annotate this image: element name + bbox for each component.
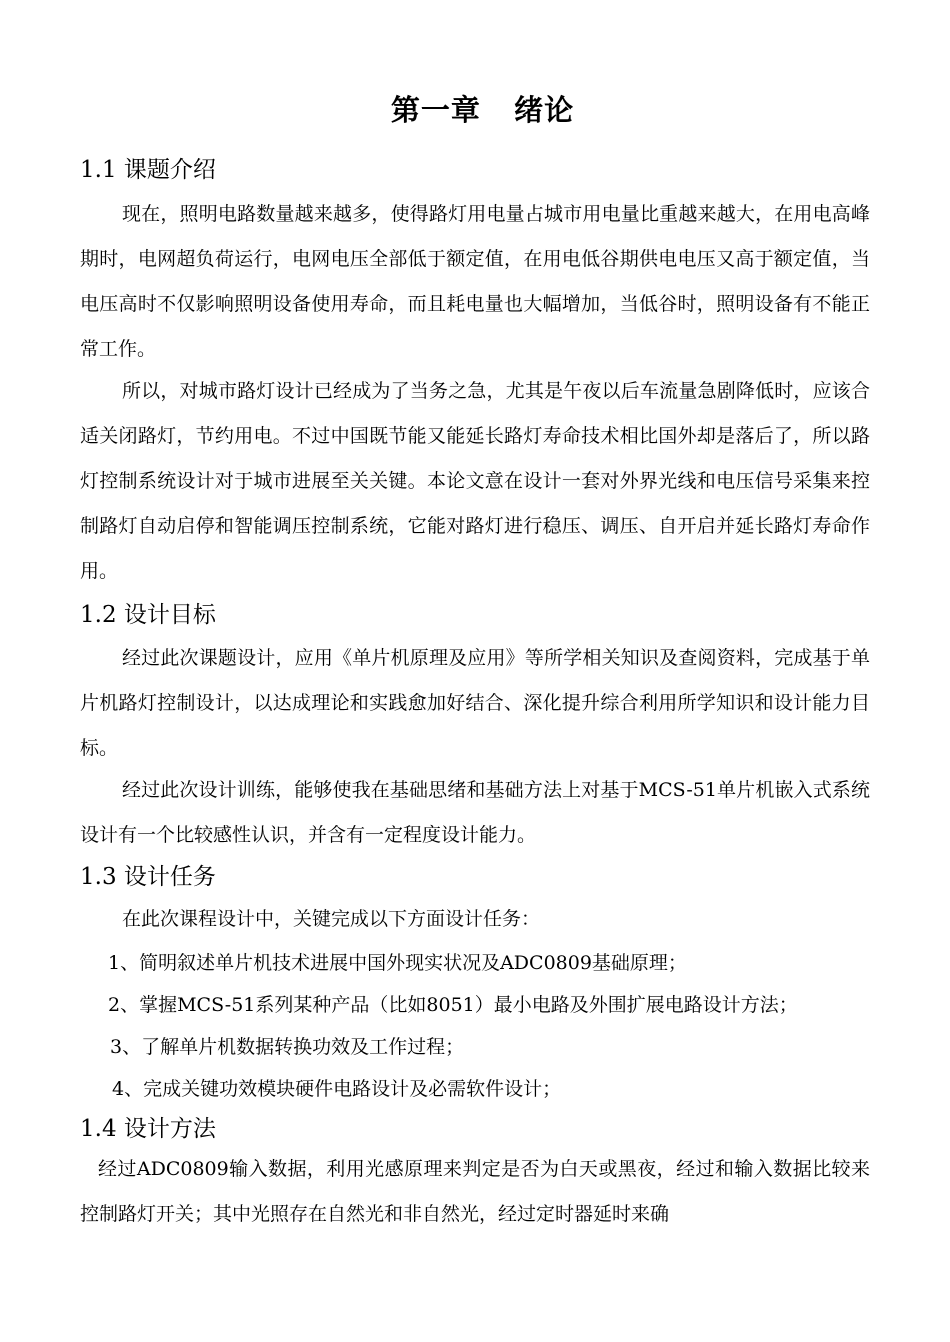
task-item-2: 2、掌握MCS-51系列某种产品（比如8051）最小电路及外围扩展电路设计方法； (108, 994, 798, 1016)
section-heading-1-4: 1.4 设计方法 (80, 1116, 216, 1142)
paragraph-goal-2: 经过此次设计训练，能够使我在基础思绪和基础方法上对基于MCS-51单片机嵌入式系统设计有一个比较感性认识，并含有一定程度设计能力。 (80, 779, 870, 846)
paragraph-intro-1: 现在，照明电路数量越来越多，使得路灯用电量占城市用电量比重越来越大，在用电高峰期时，电网超负荷运行，电网电压全部低于额定值，在用电低谷期供电电压又高于额定值，当电压高时不仅影响照明设备使用寿命，而且耗电量也大幅增加，当低谷时，照明设备有不能正常工作。 (80, 203, 870, 360)
paragraph-method-1: 经过ADC0809输入数据，利用光感原理来判定是否为白天或黑夜，经过和输入数据比较来控制路灯开关；其中光照存在自然光和非自然光，经过定时器延时来确 (80, 1158, 870, 1225)
chapter-title: 第一章 绪论 (390, 93, 575, 127)
section-heading-1-2: 1.2 设计目标 (80, 602, 216, 628)
task-intro: 在此次课程设计中，关键完成以下方面设计任务： (122, 908, 541, 930)
task-item-1: 1、简明叙述单片机技术进展中国外现实状况及ADC0809基础原理； (108, 952, 687, 974)
task-item-3: 3、了解单片机数据转换功效及工作过程； (110, 1036, 465, 1058)
section-heading-1-1: 1.1 课题介绍 (80, 157, 216, 183)
paragraph-goal-1: 经过此次课题设计，应用《单片机原理及应用》等所学相关知识及查阅资料，完成基于单片机路灯控制设计，以达成理论和实践愈加好结合、深化提升综合利用所学知识和设计能力目标。 (80, 647, 870, 759)
paragraph-intro-2: 所以，对城市路灯设计已经成为了当务之急，尤其是午夜以后车流量急剧降低时，应该合适关闭路灯，节约用电。不过中国既节能又能延长路灯寿命技术相比国外却是落后了，所以路灯控制系统设计对于城市进展至关关键。本论文意在设计一套对外界光线和电压信号采集来控制路灯自动启停和智能调压控制系统，它能对路灯进行稳压、调压、自开启并延长路灯寿命作用。 (80, 380, 870, 582)
section-heading-1-3: 1.3 设计任务 (80, 864, 216, 890)
task-item-4: 4、完成关键功效模块硬件电路设计及必需软件设计； (112, 1078, 562, 1100)
